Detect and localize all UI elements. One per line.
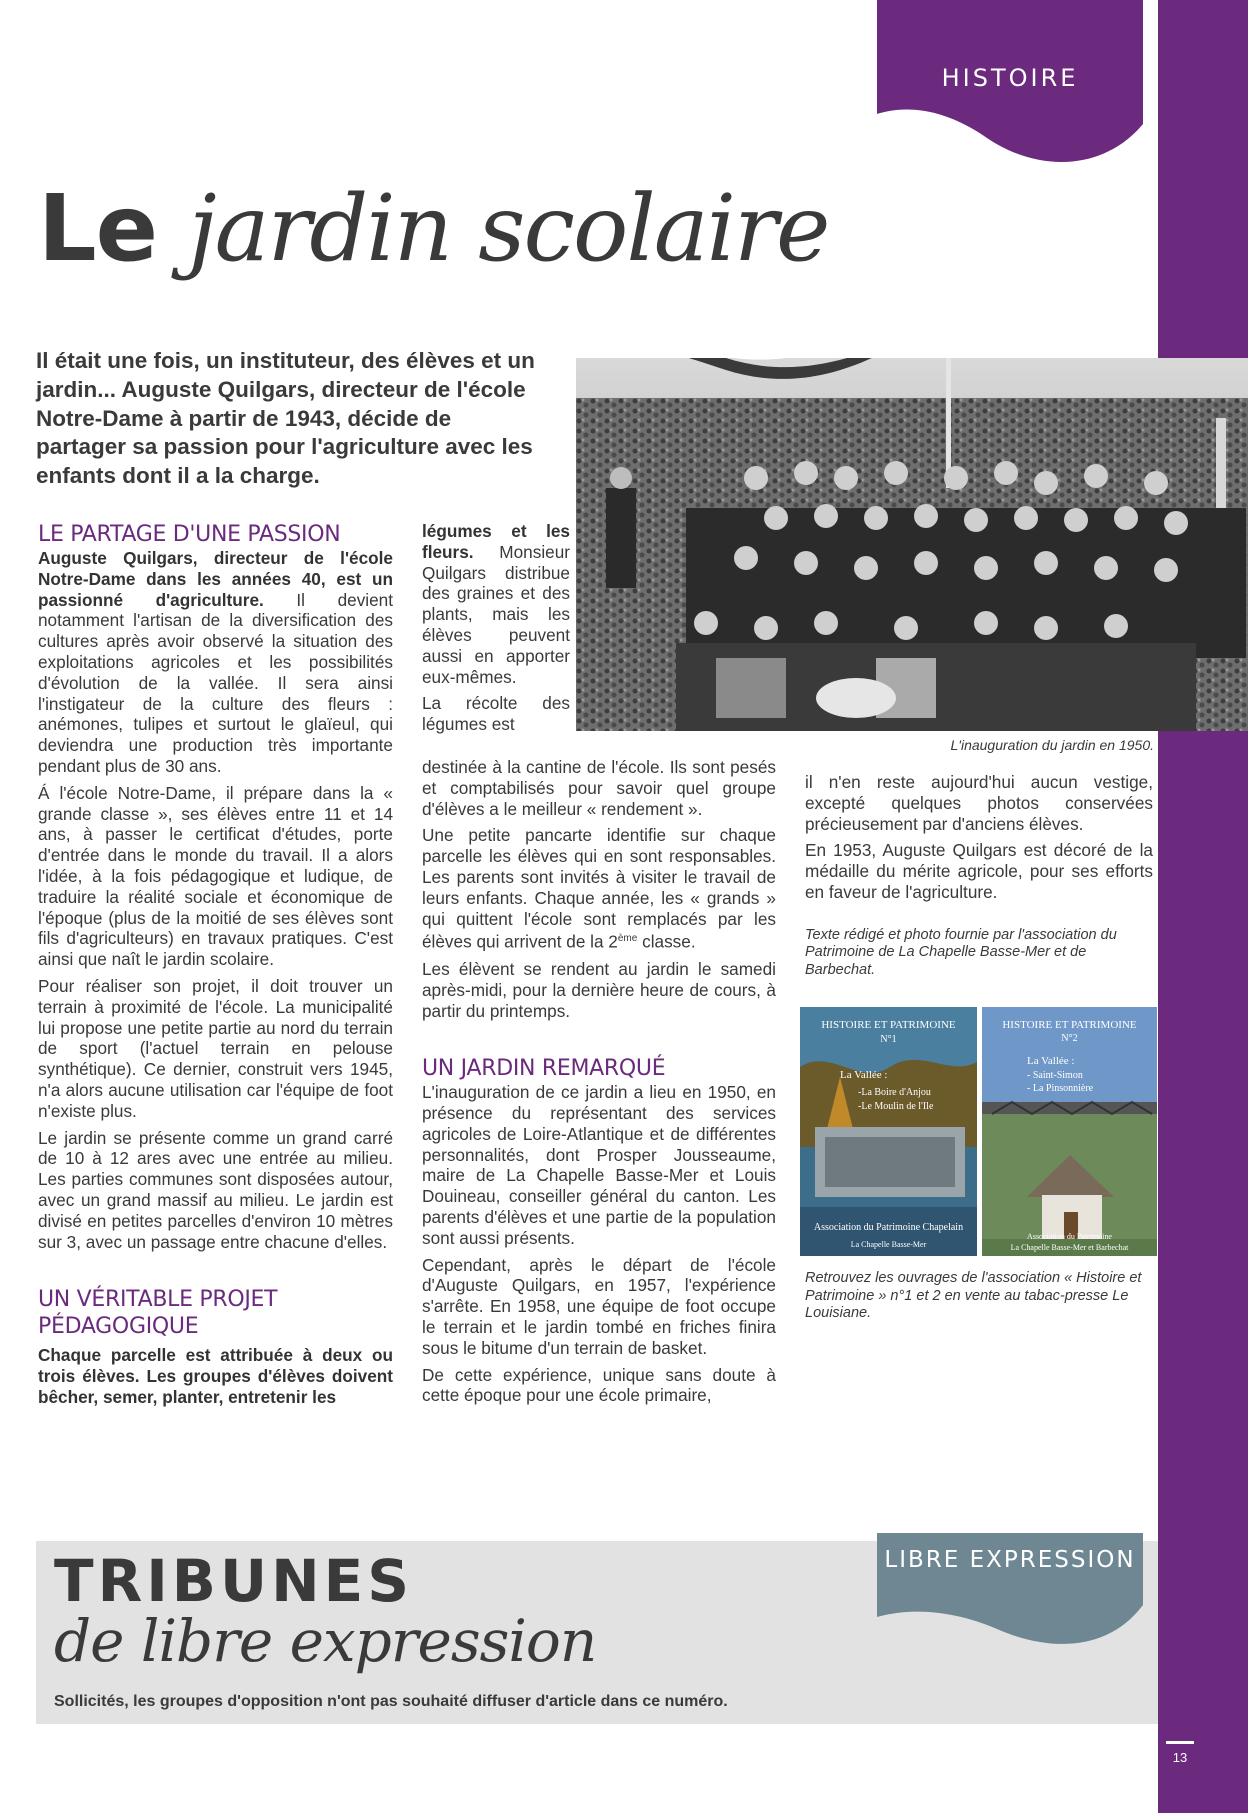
section-tab (877, 0, 1143, 170)
intro-paragraph: Il était une fois, un instituteur, des élèves et un jardin... Auguste Quilgars, directeur de l'école Notre-Dame à partir de 1943, décide de partager sa passion pour l'agriculture avec les enfants dont il a la charge. (36, 348, 535, 489)
page-number: 13 (1172, 1750, 1188, 1765)
book-2-subtitle: La Vallée : (1027, 1055, 1075, 1067)
paragraph-text: Une petite pancarte identifie sur chaque parcelle les élèves qui en sont responsables. Les parents sont invités à visiter le travail de leurs enfants. Chaque année, les « grands » qui quittent l'école sont remplacés par les élèves qui arrivent de la 2 (422, 825, 776, 953)
photo-graphic (576, 358, 1248, 731)
photo-credit: Texte rédigé et photo fournie par l'association du Patrimoine de La Chapelle Basse-Mer et de Barbechat. (805, 926, 1117, 978)
tribunes-title: TRIBUNES (54, 1547, 414, 1615)
section-tab-label: HISTOIRE (941, 64, 1079, 92)
page-title (38, 175, 828, 325)
paragraph: L'inauguration de ce jardin a lieu en 1950, en présence du représentant des services agricoles de Loire-Atlantique et de différentes personnalités, dont Prosper Jousseaume, maire de La Chapelle Basse-Mer et Louis Douineau, conseiller général du canton. Les parents d'élèves et une partie de la population sont aussi présents. (422, 1082, 776, 1248)
paragraph: Les élèvent se rendent au jardin le samedi après-midi, pour la dernière heure de cours, à partir du printemps. (422, 958, 776, 1021)
bold-lead: Auguste Quilgars, directeur de l'école Notre-Dame dans les années 40, est un passionné d'agriculture. (38, 548, 393, 610)
text-column-2-top (422, 521, 570, 741)
book-1-place: La Chapelle Basse-Mer (850, 1240, 927, 1249)
book-2-item: - La Pinsonnière (1027, 1083, 1094, 1094)
inauguration-photo (576, 358, 1248, 731)
heading-jardin-remarque: UN JARDIN REMARQUÉ (422, 1056, 666, 1082)
heading-partage-passion: LE PARTAGE D'UNE PASSION (38, 522, 341, 547)
book-cover-1 (800, 1007, 977, 1256)
libre-expression-tab (877, 1533, 1143, 1651)
book-2-item: - Saint-Simon (1027, 1070, 1083, 1081)
tribunes-subtitle: de libre expression (54, 1607, 597, 1675)
book-1-title: HISTOIRE ET PATRIMOINE (821, 1019, 956, 1031)
superscript: ème (617, 933, 638, 945)
side-color-band (1158, 0, 1248, 1813)
book-2-number: N°2 (1061, 1033, 1078, 1044)
text-column-3 (805, 772, 1153, 985)
book-2-publisher: Association du Patrimoine (1027, 1232, 1112, 1241)
book-1-publisher: Association du Patrimoine Chapelain (813, 1222, 964, 1233)
book-2-place: La Chapelle Basse-Mer et Barbechat (1010, 1243, 1129, 1252)
paragraph: La récolte des légumes est (422, 693, 570, 735)
book-1-item: -Le Moulin de l'Ile (858, 1101, 934, 1112)
paragraph (422, 521, 570, 687)
paragraph (38, 548, 393, 777)
book-1-number: N°1 (880, 1034, 897, 1045)
paragraph-text: Il devient notamment l'artisan de la diversification des cultures après avoir observé la situation des exploitations agricoles et les possibilités d'évolution de la vallée. Il sera ainsi l'instigateur de la culture des fleurs : anémones, tulipes et surtout le glaïeul, qui deviendra une production très importante pendant plus de 30 ans. (38, 589, 393, 776)
book-2-title: HISTOIRE ET PATRIMOINE (1002, 1019, 1137, 1031)
heading-projet-pedagogique: UN VÉRITABLE PROJET PÉDAGOGIQUE (38, 1287, 278, 1340)
book-1-subtitle: La Vallée : (840, 1069, 888, 1081)
paragraph: il n'en reste aujourd'hui aucun vestige, excepté quelques photos conservées précieusement par d'anciens élèves. (805, 772, 1153, 834)
paragraph-text: classe. (637, 932, 696, 953)
books-caption: Retrouvez les ouvrages de l'association « Histoire et Patrimoine » n°1 et 2 en vente au tabac-presse Le Louisiane. (805, 1270, 1142, 1321)
paragraph: Le jardin se présente comme un grand carré de 10 à 12 ares avec une entrée au milieu. Les parties communes sont disposées autour, avec un grand massif au milieu. Le jardin est divisé en petites parcelles d'environ 10 mètres sur 3, avec un passage entre chacune d'elles. (38, 1127, 393, 1252)
paragraph (422, 825, 776, 953)
bold-lead: légumes et les fleurs. (422, 521, 570, 562)
book-cover-2 (982, 1007, 1157, 1256)
paragraph: Pour réaliser son projet, il doit trouver un terrain à proximité de l'école. La municipalité lui propose une petite partie au nord du terrain de sport (l'actuel terrain en pelouse synthétique). Ce dernier, construit vers 1945, n'a alors aucune utilisation car l'équipe de foot n'existe plus. (38, 975, 393, 1121)
page-title-part1: Le (38, 175, 189, 282)
paragraph (38, 1345, 393, 1407)
tribunes-note: Sollicités, les groupes d'opposition n'ont pas souhaité diffuser d'article dans ce numéro. (54, 1693, 728, 1710)
paragraph-text: Monsieur Quilgars distribue des graines et des plants, mais les élèves peuvent aussi en apporter eux-mêmes. (422, 541, 570, 687)
paragraph: De cette expérience, unique sans doute à cette époque pour une école primaire, (422, 1364, 776, 1406)
text-column-2 (422, 757, 776, 1412)
photo-caption: L'inauguration du jardin en 1950. (950, 737, 1154, 753)
page-title-part2: jardin scolaire (188, 175, 829, 282)
paragraph: destinée à la cantine de l'école. Ils sont pesés et comptabilisés pour savoir quel groupe d'élèves a le meilleur « rendement ». (422, 757, 776, 819)
page-number-rule (1166, 1741, 1194, 1744)
paragraph: Cependant, après le départ de l'école d'Auguste Quilgars, en 1957, l'expérience s'arrête. En 1958, une équipe de foot occupe le terrain et le jardin tombé en friches finira sous le bitume d'un terrain de basket. (422, 1254, 776, 1358)
text-column-1 (38, 521, 393, 1414)
libre-tab-label: LIBRE EXPRESSION (884, 1547, 1136, 1573)
bold-lead: Chaque parcelle est attribuée à deux ou trois élèves. Les groupes d'élèves doivent bêcher, semer, planter, entretenir les (38, 1345, 393, 1407)
paragraph: En 1953, Auguste Quilgars est décoré de la médaille du mérite agricole, pour ses efforts en faveur de l'agriculture. (805, 840, 1153, 902)
paragraph: Á l'école Notre-Dame, il prépare dans la « grande classe », ses élèves entre 11 et 14 ans, à passer le certificat d'études, porte d'entrée dans le monde du travail. Il a alors l'idée, à la fois pédagogique et ludique, de traduire la réalité sociale et économique de l'époque (plus de la moitié de ses élèves sont fils d'agriculteurs) en travaux pratiques. C'est ainsi que naît le jardin scolaire. (38, 782, 393, 970)
book-1-item: -La Boire d'Anjou (858, 1087, 931, 1098)
